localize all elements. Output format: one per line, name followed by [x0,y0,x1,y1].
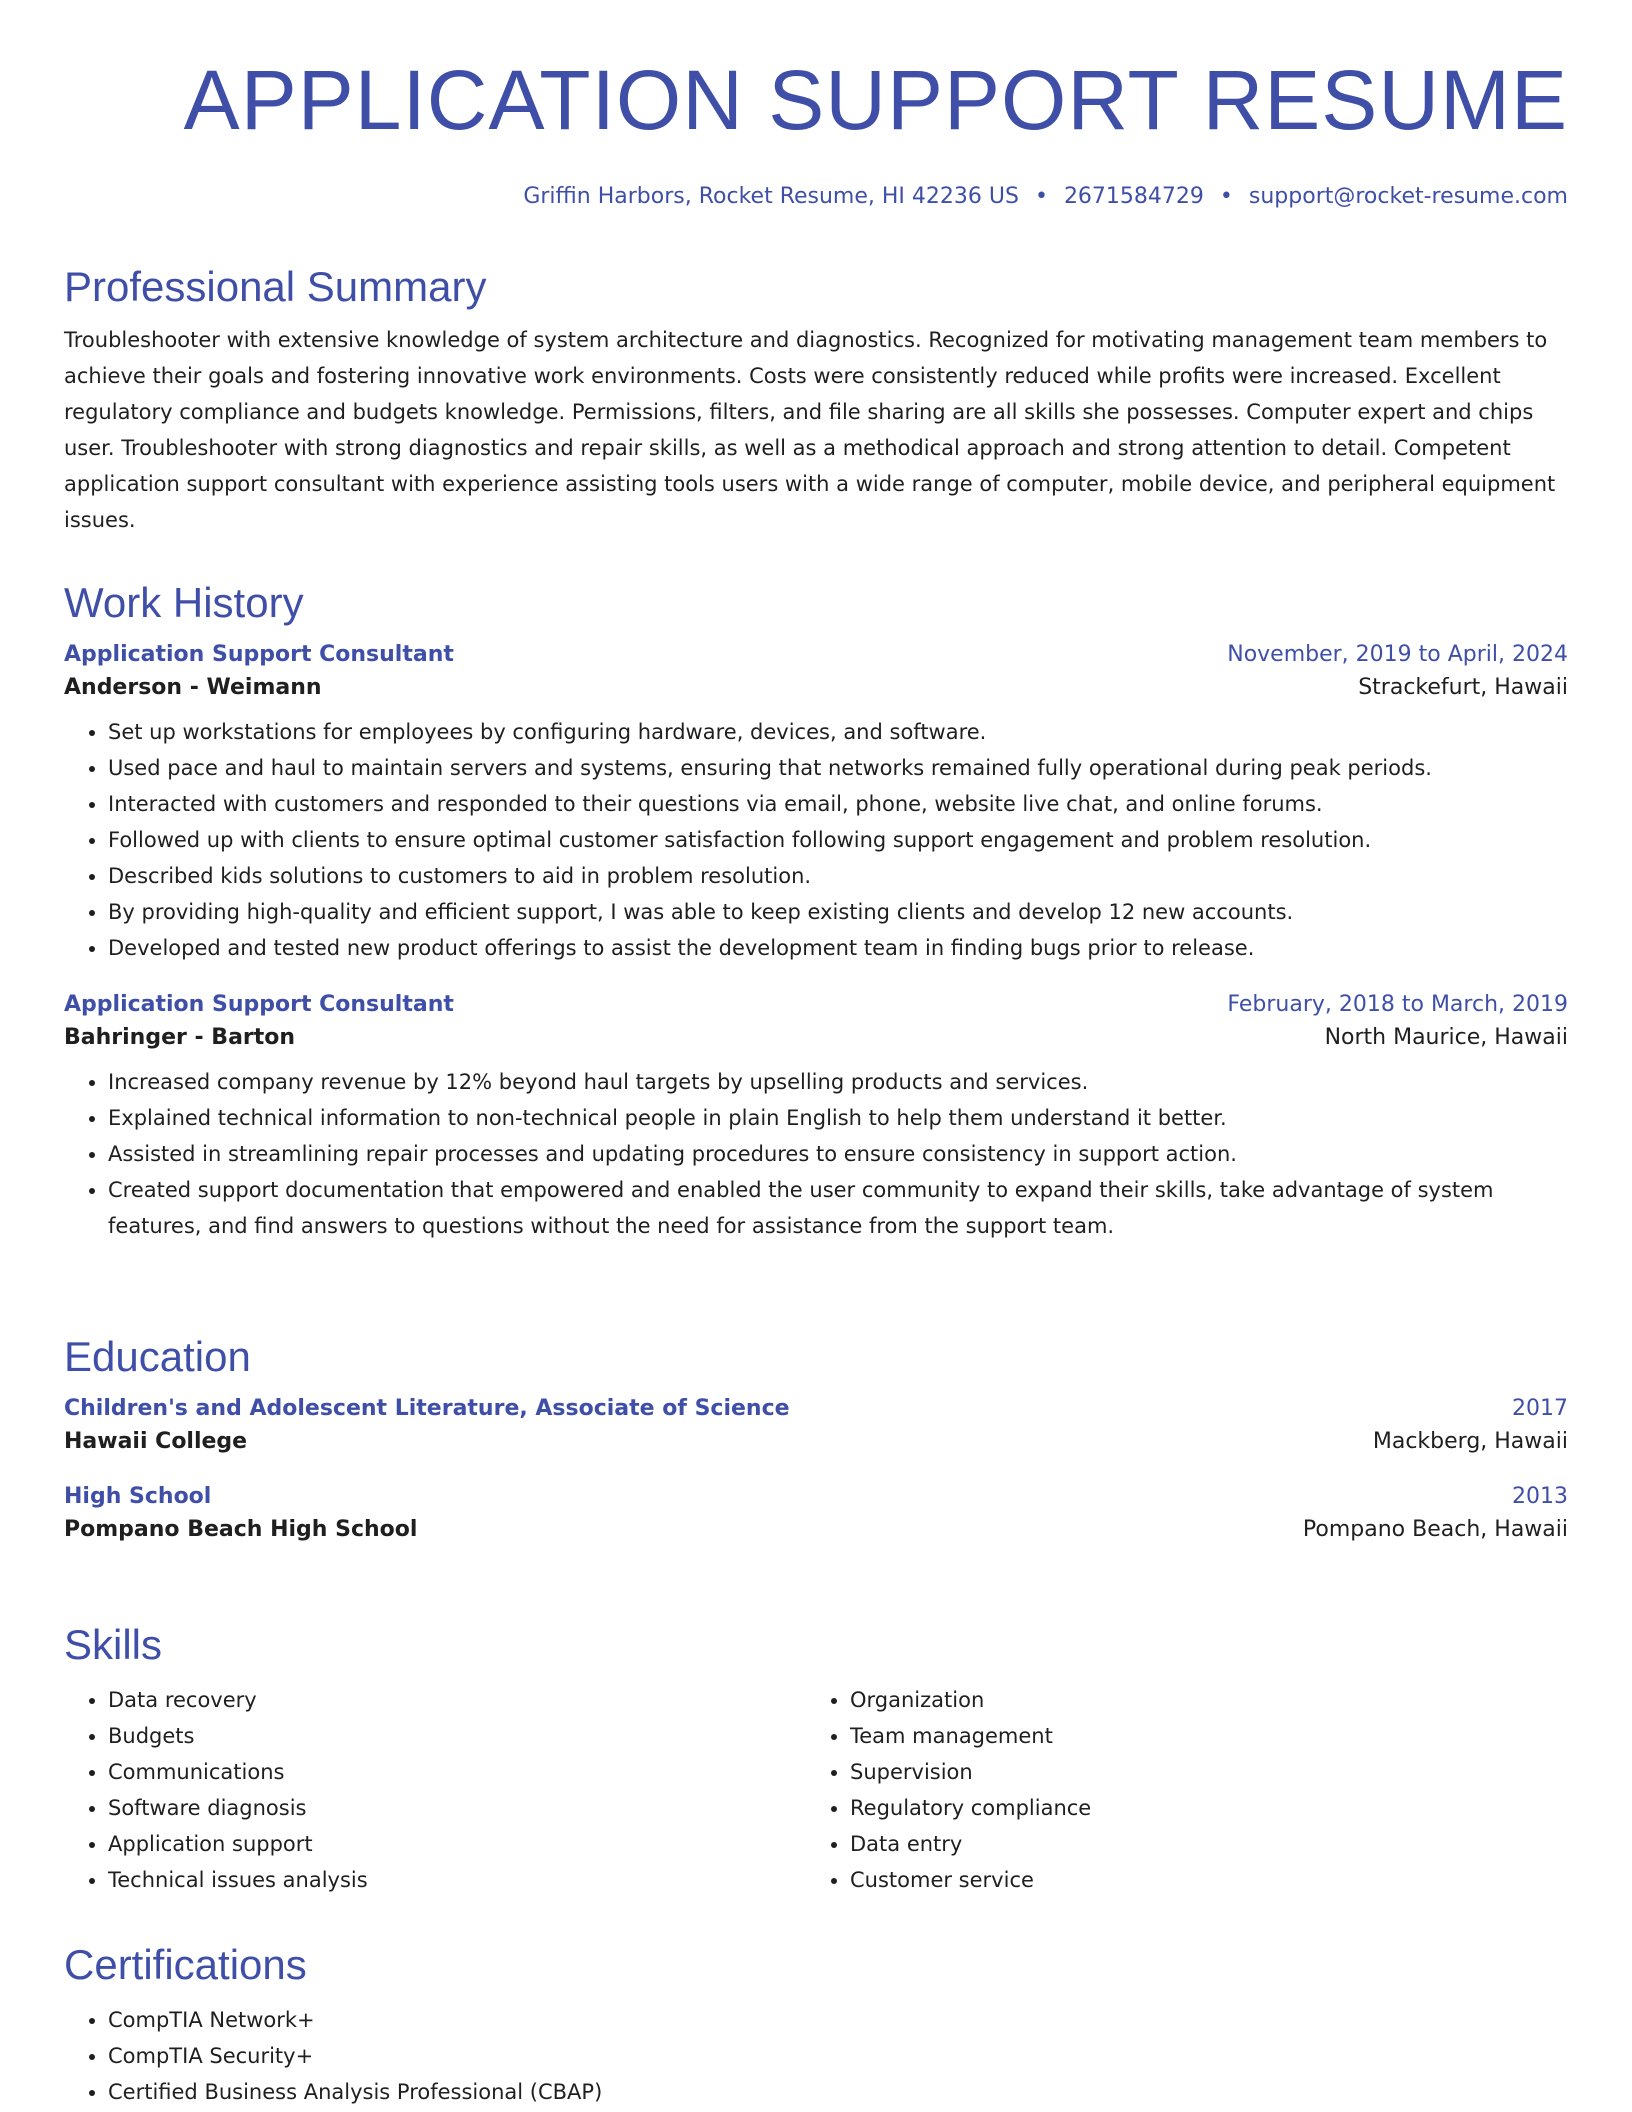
job-title: Application Support Consultant [64,642,454,668]
job-bullets [64,714,1568,966]
skill-item: • Organization [850,1682,1548,1718]
education-degree: High School [64,1484,212,1510]
job-header-line [64,992,1568,1017]
education-year: 2013 [1512,1484,1568,1510]
contact-separator: • [1034,184,1048,209]
education-year: 2017 [1512,1396,1568,1422]
section-heading-certifications: Certifications [64,1941,307,1988]
skill-item: • Data recovery [108,1682,806,1718]
job-entry [64,642,1568,966]
work-history-section [64,578,1568,1244]
job-dates: November, 2019 to April, 2024 [1227,642,1568,668]
job-bullet: • Described kids solutions to customers to aid in problem resolution. [108,858,1568,894]
education-header-line [64,1396,1568,1421]
job-bullet: • Set up workstations for employees by configuring hardware, devices, and software. [108,714,1568,750]
education-school-line [64,1517,1568,1542]
section-heading-education: Education [64,1333,251,1380]
job-bullet: • Used pace and haul to maintain servers and systems, ensuring that networks remained fully operational during peak periods. [108,750,1568,786]
job-bullet: • Developed and tested new product offerings to assist the development team in finding bugs prior to release. [108,930,1568,966]
job-header-line [64,642,1568,667]
job-bullet: • By providing high-quality and efficient support, I was able to keep existing clients and develop 12 new accounts. [108,894,1568,930]
contact-separator: • [1219,184,1233,209]
education-school: Hawaii College [64,1429,248,1455]
resume-header [64,0,1568,214]
skill-item: • Data entry [850,1826,1548,1862]
education-entry [64,1396,1568,1454]
contact-line [64,184,1568,214]
skill-item: • Regulatory compliance [850,1790,1548,1826]
skills-section [64,1620,1568,1898]
job-location: North Maurice, Hawaii [1324,1025,1568,1051]
certifications-section [64,1940,1568,2110]
certification-item: • CompTIA Security+ [108,2038,1568,2074]
job-company-line [64,675,1568,700]
contact-address: Griffin Harbors, Rocket Resume, HI 42236 US [523,184,1019,209]
education-school-line [64,1429,1568,1454]
skills-list-right [806,1682,1548,1898]
education-degree: Children's and Adolescent Literature, Associate of Science [64,1396,790,1422]
job-bullet: • Interacted with customers and responded to their questions via email, phone, website live chat, and online forums. [108,786,1568,822]
summary-text: Troubleshooter with extensive knowledge of system architecture and diagnostics. Recognized for motivating management team members to achieve their goals and fostering innovative work environments. Costs were consistently reduced while profits were increased. Excellent regulatory compliance and budgets knowledge. Permissions, filters, and file sharing are all skills she possesses. Computer expert and chips user. Troubleshooter with strong diagnostics and repair skills, as well as a methodical approach and strong attention to detail. Competent application support consultant with experience assisting tools users with a wide range of computer, mobile device, and peripheral equipment issues. [64,328,1556,533]
job-bullet: • Explained technical information to non-technical people in plain English to help them understand it better. [108,1100,1568,1136]
contact-phone: 2671584729 [1063,184,1204,209]
resume-page [64,0,1568,2105]
professional-summary-section [64,262,1568,538]
job-bullet: • Followed up with clients to ensure optimal customer satisfaction following support engagement and problem resolution. [108,822,1568,858]
job-company-line [64,1025,1568,1050]
education-school: Pompano Beach High School [64,1517,418,1543]
job-location: Strackefurt, Hawaii [1358,675,1568,701]
certification-item: • CompTIA Network+ [108,2002,1568,2038]
certification-item: • Certified Business Analysis Professional (CBAP) [108,2074,1568,2110]
section-heading-summary: Professional Summary [64,263,487,310]
skill-item: • Supervision [850,1754,1548,1790]
skill-item: • Team management [850,1718,1548,1754]
skill-item: • Software diagnosis [108,1790,806,1826]
contact-email: support@rocket-resume.com [1248,184,1568,209]
education-location: Pompano Beach, Hawaii [1302,1517,1568,1543]
skill-item: • Customer service [850,1862,1548,1898]
job-bullet: • Assisted in streamlining repair processes and updating procedures to ensure consistency in support action. [108,1136,1568,1172]
education-location: Mackberg, Hawaii [1372,1429,1568,1455]
job-bullet: • Increased company revenue by 12% beyond haul targets by upselling products and services. [108,1064,1568,1100]
job-company: Anderson - Weimann [64,675,322,701]
resume-title: APPLICATION SUPPORT RESUME [183,53,1568,147]
job-entry [64,992,1568,1244]
education-section [64,1332,1568,1542]
education-header-line [64,1484,1568,1509]
education-entry [64,1484,1568,1542]
section-heading-work: Work History [64,579,304,626]
skill-item: • Communications [108,1754,806,1790]
skills-list-left [64,1682,806,1898]
certifications-list [64,2002,1568,2110]
job-bullet: • Created support documentation that empowered and enabled the user community to expand their skills, take advantage of system features, and find answers to questions without the need for assistance from the support team. [108,1172,1568,1244]
job-title: Application Support Consultant [64,992,454,1018]
skill-item: • Technical issues analysis [108,1862,806,1898]
skill-item: • Budgets [108,1718,806,1754]
section-heading-skills: Skills [64,1621,163,1668]
job-company: Bahringer - Barton [64,1025,296,1051]
skill-item: • Application support [108,1826,806,1862]
job-bullets [64,1064,1568,1244]
skills-grid [64,1682,1568,1898]
job-dates: February, 2018 to March, 2019 [1227,992,1568,1018]
